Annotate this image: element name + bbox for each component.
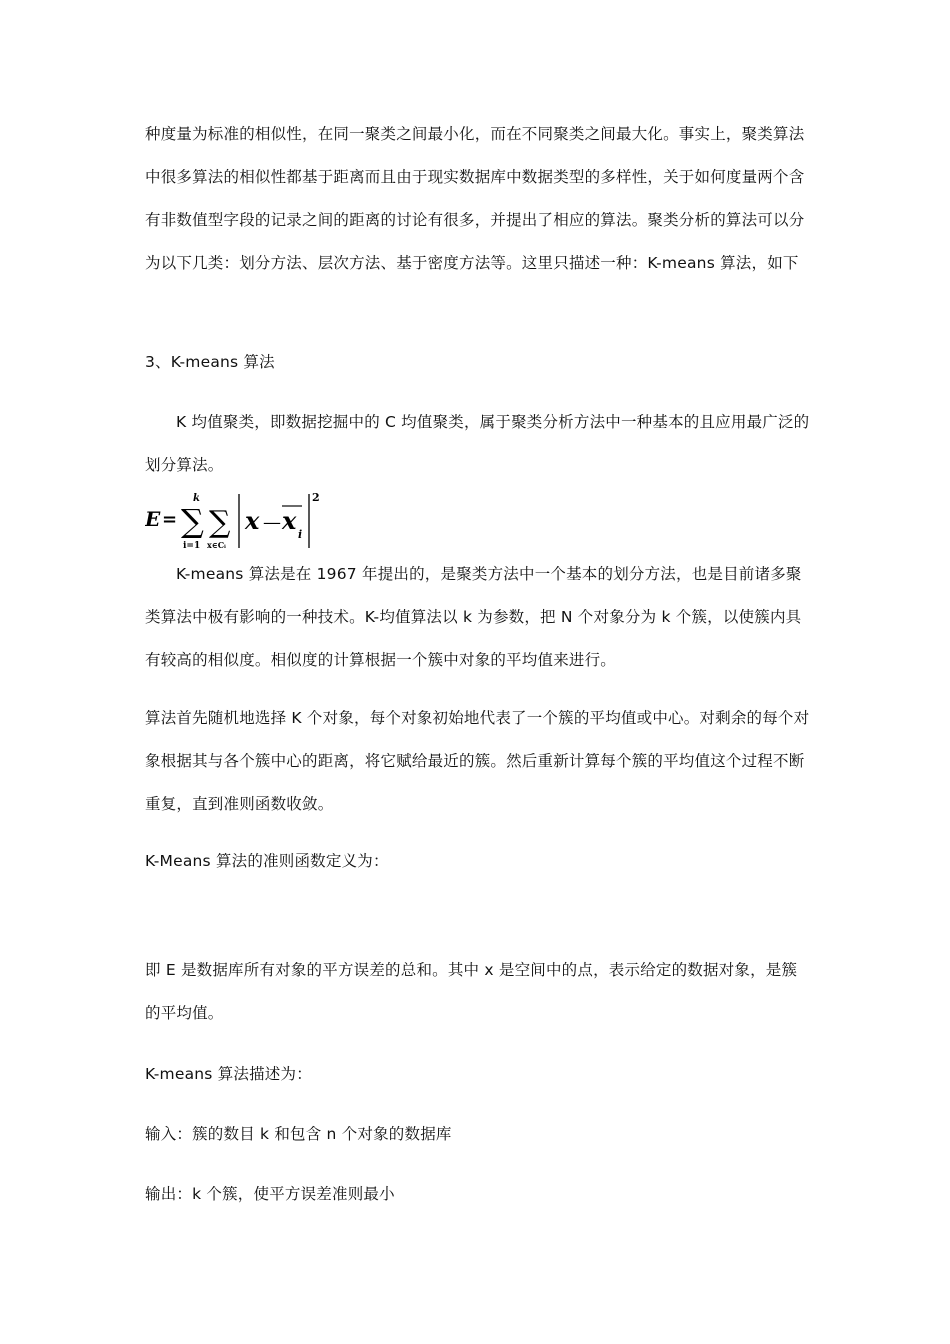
formula-lhs: E — [145, 507, 161, 531]
input-line: 输入：簇的数目 k 和包含 n 个对象的数据库 — [145, 1125, 452, 1143]
formula-x: x — [245, 506, 260, 535]
formula-xi-sub: i — [298, 528, 303, 541]
output-line: 输出：k 个簇，使平方误差准则最小 — [145, 1185, 395, 1203]
formula-sum1-top: k — [193, 493, 200, 504]
formula-sum1: ∑ — [181, 502, 204, 540]
section-heading: 3、K-means 算法 — [145, 353, 275, 371]
criterion-formula — [145, 488, 335, 552]
paragraph-description-label: K-means 算法描述为： — [145, 1065, 312, 1083]
formula-equals: = — [162, 509, 178, 530]
paragraph-intro: 种度量为标准的相似性，在同一聚类之间最小化，而在不同聚类之间最大化。事实上，聚类算法中很多算法的相似性都基于距离而且由于现实数据库中数据类型的多样性，关于如何度量两个含有非数值型字段的记录之间的距离的讨论有很多，并提出了相应的算法。聚类分析的算法可以分为以下几类：划分方法、层次方法、基于密度方法等。这里只描述一种：K-means 算法，如下 — [145, 125, 805, 272]
paragraph-criterion-explanation: 即 E 是数据库所有对象的平方误差的总和。其中 x 是空间中的点，表示给定的数据对象，是簇的平均值。 — [145, 961, 798, 1022]
paragraph-kmeans-definition: K 均值聚类，即数据挖掘中的 C 均值聚类，属于聚类分析方法中一种基本的且应用最广泛的划分算法。 — [145, 413, 810, 474]
formula-sum1-bottom: i=1 — [183, 541, 201, 551]
formula-power: 2 — [312, 491, 320, 504]
paragraph-algorithm-steps: 算法首先随机地选择 K 个对象，每个对象初始地代表了一个簇的平均值或中心。对剩余的每个对象根据其与各个簇中心的距离，将它赋给最近的簇。然后重新计算每个簇的平均值这个过程不断重复，直到准则函数收敛。 — [145, 709, 810, 813]
formula-sum2: ∑ — [209, 505, 231, 540]
paragraph-criterion-intro: K-Means 算法的准则函数定义为： — [145, 852, 389, 870]
formula-sum2-bottom: x∈Cᵢ — [207, 540, 226, 550]
formula-minus: — — [263, 512, 281, 533]
formula-xi: x — [282, 506, 297, 535]
paragraph-kmeans-history: K-means 算法是在 1967 年提出的，是聚类方法中一个基本的划分方法，也是目前诸多聚类算法中极有影响的一种技术。K-均值算法以 k 为参数，把 N 个对象分为 k 个簇，以使簇内具有较高的相似度。相似度的计算根据一个簇中对象的平均值来进行。 — [145, 565, 802, 669]
